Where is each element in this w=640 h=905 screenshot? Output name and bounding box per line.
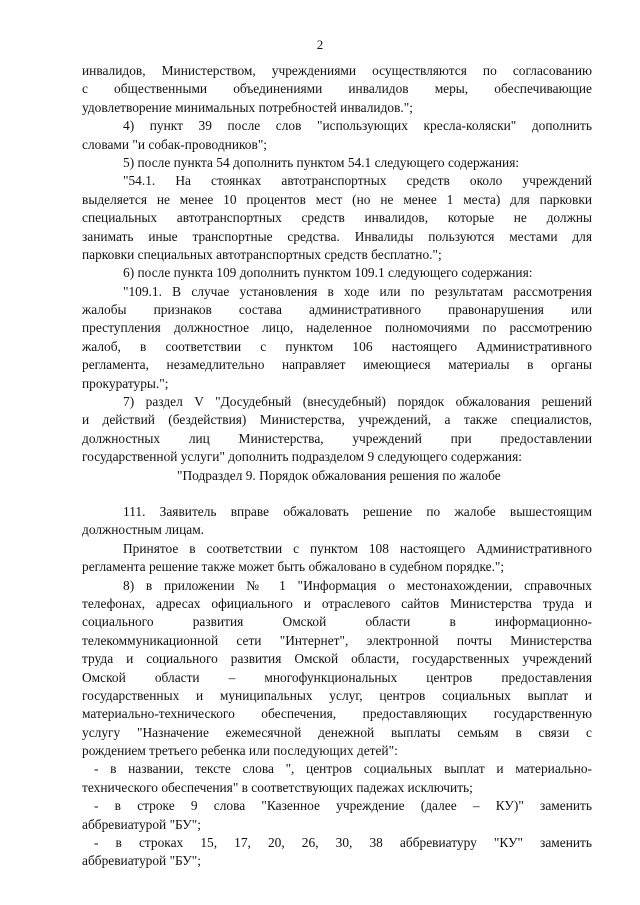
sub-item-rows: - в строках 15, 17, 20, 26, 30, 38 аббревиатуру "КУ" заменить (94, 835, 592, 851)
text-line: инвалидов, Министерством, учреждениями осуществляются по согласованию (82, 63, 592, 78)
sub-item-row-9: - в строке 9 слова "Казенное учреждение (далее – КУ)" заменить (94, 798, 592, 814)
text-line: Омской области – многофункциональных центров предоставления (82, 669, 592, 685)
clause-54-1: "54.1. На стоянках автотранспортных средств около учреждений (123, 173, 592, 189)
text-line: должностным лицам. (82, 522, 205, 538)
amendment-item-7: 7) раздел V "Досудебный (внесудебный) порядок обжалования решений (123, 394, 592, 410)
document-body (82, 62, 592, 871)
text-line: государственной услуги" дополнить подразделом 9 следующего содержания: (82, 449, 522, 465)
text-line: регламента, незамедлительно направляет имеющиеся материалы в органы (82, 357, 592, 373)
text-line: телекоммуникационной сети "Интернет", электронной почты Министерства (82, 632, 592, 648)
clause-109-1: "109.1. В случае установления в ходе или по результатам рассмотрения (123, 283, 592, 299)
text-line: жалоб, в соответствии с пунктом 106 настоящего Административного (82, 338, 592, 354)
page-number: 2 (316, 37, 324, 52)
text-line: должностных лиц Министерства, учреждений при предоставлении (82, 430, 592, 446)
subsection-heading: "Подраздел 9. Порядок обжалования решения по жалобе (177, 467, 501, 483)
blank-line (82, 485, 592, 503)
amendment-item-6: 6) после пункта 109 дополнить пунктом 109.1 следующего содержания: (123, 265, 533, 281)
text-line: занимать иные транспортные средства. Инвалиды пользуются местами для (82, 228, 592, 244)
text-line: государственных и муниципальных услуг, центров социальных выплат и (82, 687, 592, 703)
sub-item-title: - в названии, тексте слова ", центров социальных выплат и материально- (94, 761, 592, 777)
text-line: словами "и собак-проводников"; (82, 136, 268, 152)
text-line: прокуратуры."; (82, 375, 169, 391)
text-line: технического обеспечения" в соответствующих падежах исключить; (82, 779, 473, 795)
text-line: аббревиатурой "БУ"; (82, 816, 201, 832)
text-line: услугу "Назначение ежемесячной денежной выплаты семьям в связи с (82, 724, 592, 740)
text-line: специальных автотранспортных средств инвалидов, которые не должны (82, 210, 592, 226)
text-line: с общественными объединениями инвалидов меры, обеспечивающие (82, 81, 592, 97)
text-line: труда и социального развития Омской области, государственных учреждений (82, 651, 592, 667)
text-line: рождением третьего ребенка или последующих детей": (82, 743, 398, 759)
text-line: телефонах, адресах официального и отраслевого сайтов Министерства труда и (82, 595, 592, 611)
text-line: жалобы признаков состава административного правонарушения или (82, 302, 592, 318)
text-line: Принятое в соответствии с пунктом 108 настоящего Административного (123, 540, 592, 556)
text-line: социального развития Омской области в информационно- (82, 614, 592, 630)
text-line: регламента решение также может быть обжаловано в судебном порядке."; (82, 559, 505, 575)
amendment-item-5: 5) после пункта 54 дополнить пунктом 54.1 следующего содержания: (123, 154, 520, 170)
clause-111: 111. Заявитель вправе обжаловать решение по жалобе вышестоящим (123, 503, 592, 519)
amendment-item-4: 4) пункт 39 после слов "использующих кресла-коляски" дополнить (123, 118, 592, 134)
text-line: выделяется не менее 10 процентов мест (но не менее 1 места) для парковки (82, 191, 592, 207)
text-line: материально-технического обеспечения, предоставляющих государственную (82, 706, 592, 722)
amendment-item-8: 8) в приложении № 1 "Информация о местонахождении, справочных (123, 577, 592, 593)
text-line: парковки специальных автотранспортных средств бесплатно."; (82, 246, 442, 262)
text-line: и действий (бездействия) Министерства, учреждений, а также специалистов, (82, 412, 592, 428)
text-line: преступления должностное лицо, наделенное полномочиями по рассмотрению (82, 320, 592, 336)
text-line: удовлетворение минимальных потребностей инвалидов."; (82, 99, 413, 115)
text-line: аббревиатурой "БУ"; (82, 853, 201, 869)
